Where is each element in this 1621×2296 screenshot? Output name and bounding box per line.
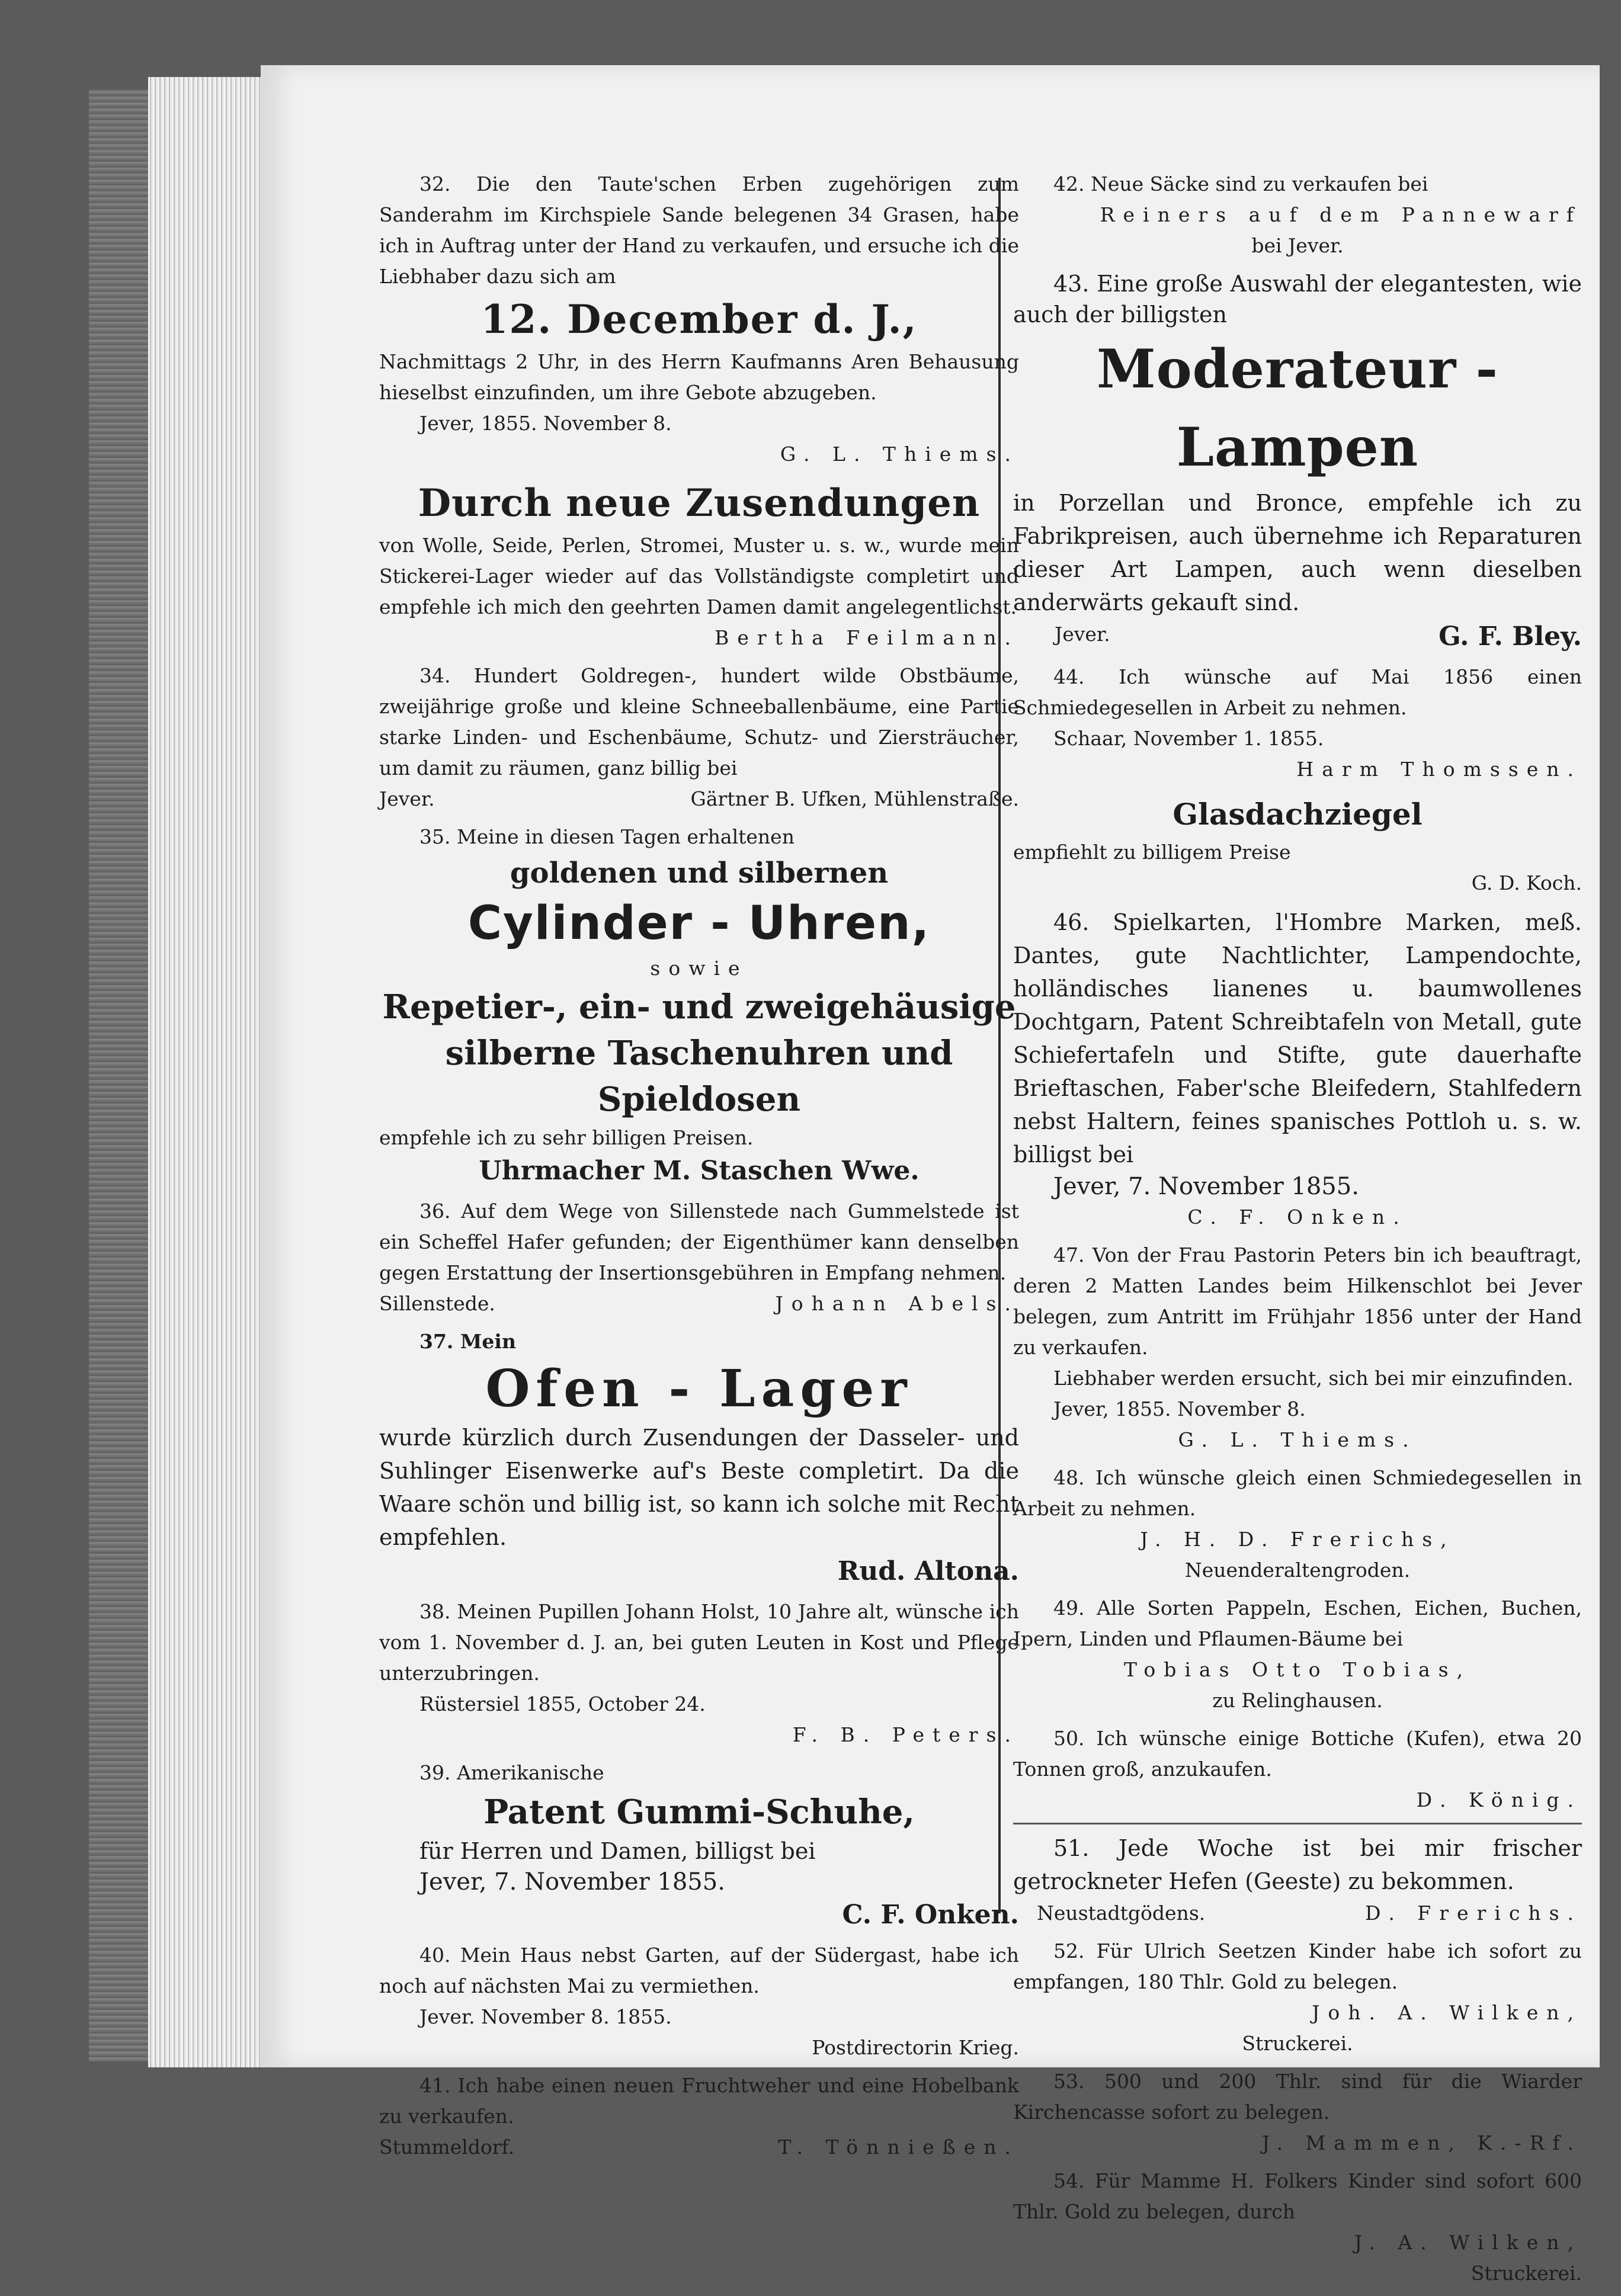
page-stack-edge <box>148 77 267 2067</box>
ad-39-dateline: Jever, 7. November 1855. <box>419 1868 725 1896</box>
ad-43-signature: G. F. Bley. <box>1439 621 1582 652</box>
ad-43-body: in Porzellan und Bronce, empfehle ich zu Fabrikpreisen, auch übernehme ich Reparaturen dieser Art Lampen, auch wenn dieselben anderwärts gekauft sind. <box>1013 490 1582 615</box>
ad-38-body: 38. Meinen Pupillen Johann Holst, 10 Jahre alt, wünsche ich vom 1. November d. J. an, bei guten Leuten in Kost und Pflege unterzubringen. <box>379 1600 1019 1685</box>
ad-41-body: 41. Ich habe einen neuen Fruchtweher und eine Hobelbank zu verkaufen. <box>379 2074 1019 2128</box>
ad-50-body: 50. Ich wünsche einige Bottiche (Kufen), etwa 20 Tonnen groß, anzukaufen. <box>1013 1727 1582 1781</box>
ad-39-intro: 39. Amerikanische <box>419 1761 604 1784</box>
ad-35-line4: silberne Taschenuhren und Spieldosen <box>445 1034 953 1119</box>
ad-54-place: Struckerei. <box>1471 2262 1582 2285</box>
ad-33-body: von Wolle, Seide, Perlen, Stromei, Muster u. s. w., wurde mein Stickerei-Lager wieder auf das Vollständigste completirt und empfehle ich mich den geehrten Damen damit angelegentlichst. <box>379 534 1019 618</box>
ad-32-body: 32. Die den Taute'schen Erben zugehörigen zum Sanderahm im Kirchspiele Sande belegenen 34 Grasen, habe ich in Auftrag unter der Hand zu verkaufen, und ersuche ich die Liebhaber dazu sich am <box>379 172 1019 288</box>
ad-39-headline: Patent Gummi-Schuhe, <box>483 1792 915 1832</box>
right-column <box>1013 169 1582 2296</box>
ad-34-body: 34. Hundert Goldregen-, hundert wilde Obstbäume, zweijährige große und kleine Schneeballenbäume, eine Partie starke Linden- und Eschenbäume, Schutz- und Ziersträucher, um damit zu räumen, ganz billig bei <box>379 664 1019 780</box>
ad-43-place: Jever. <box>1055 623 1110 646</box>
ad-49-place: zu Relinghausen. <box>1212 1689 1383 1712</box>
ad-37-headline: Ofen - Lager <box>485 1359 913 1419</box>
ad-37-signature: Rud. Altona. <box>837 1556 1019 1586</box>
ad-34 <box>379 660 1019 814</box>
ad-35-signature: Uhrmacher M. Staschen Wwe. <box>479 1156 920 1186</box>
ad-50 <box>1013 1723 1582 1816</box>
ad-49 <box>1013 1593 1582 1716</box>
ad-44-signature: Harm Thomssen. <box>1296 758 1582 781</box>
ad-54-signature: J. A. Wilken, <box>1354 2231 1582 2254</box>
ad-41-signature: T. Tönnießen. <box>778 2135 1019 2159</box>
ad-45-body: empfiehlt zu billigem Preise <box>1013 841 1291 864</box>
ad-49-body: 49. Alle Sorten Pappeln, Eschen, Eichen, Buchen, Ipern, Linden und Pflaumen-Bäume bei <box>1013 1596 1582 1650</box>
ad-46-signature: C. F. Onken. <box>1187 1205 1408 1229</box>
ad-33 <box>379 477 1019 653</box>
ad-39 <box>379 1758 1019 1933</box>
ad-40 <box>379 1940 1019 2063</box>
ad-39-body: für Herren und Damen, billigst bei <box>419 1838 816 1864</box>
ad-32-body2: Nachmittags 2 Uhr, in des Herrn Kaufmanns Aren Behausung hieselbst einzufinden, um ihre Gebote abzugeben. <box>379 350 1019 404</box>
ad-45-headline: Glasdachziegel <box>1172 797 1423 832</box>
ad-37 <box>379 1326 1019 1589</box>
ad-32-date-headline: 12. December d. J., <box>480 296 918 342</box>
ad-52-body: 52. Für Ulrich Seetzen Kinder habe ich sofort zu empfangen, 180 Thlr. Gold zu belegen. <box>1013 1939 1582 1993</box>
ad-47-dateline: Jever, 1855. November 8. <box>1053 1397 1306 1420</box>
ad-40-signature: Postdirectorin Krieg. <box>812 2036 1019 2059</box>
ad-35-line3: Repetier-, ein- und zweigehäusige <box>382 987 1016 1027</box>
ad-44-body: 44. Ich wünsche auf Mai 1856 einen Schmiedegesellen in Arbeit zu nehmen. <box>1013 665 1582 719</box>
ad-32 <box>379 169 1019 470</box>
ad-33-signature: Bertha Feilmann. <box>715 626 1019 649</box>
ad-38-dateline: Rüstersiel 1855, October 24. <box>419 1692 706 1715</box>
ad-43-headline: Moderateur - Lampen <box>1097 338 1498 479</box>
ad-32-dateline: Jever, 1855. November 8. <box>419 412 672 435</box>
ad-35-line1: goldenen und silbernen <box>510 857 889 890</box>
ad-40-dateline: Jever. November 8. 1855. <box>419 2005 672 2028</box>
ad-41-place: Stummeldorf. <box>379 2135 515 2159</box>
ad-48 <box>1013 1463 1582 1586</box>
ad-54-body: 54. Für Mamme H. Folkers Kinder sind sofort 600 Thlr. Gold zu belegen, durch <box>1013 2169 1582 2223</box>
ad-53-signature: J. Mammen, K.-Rf. <box>1261 2131 1582 2154</box>
ad-35-sowie: sowie <box>650 957 748 980</box>
ad-39-signature: C. F. Onken. <box>842 1900 1019 1930</box>
ad-46-body: 46. Spielkarten, l'Hombre Marken, meß. Dantes, gute Nachtlichter, Lampendochte, holländisches lianenes u. baumwollenes Dochtgarn, Patent Schreibtafeln von Metall, gute Schiefertafeln und Stifte, gute dauerhafte Brieftaschen, Faber'sche Bleifedern, Stahlfedern nebst Haltern, feines spanisches Pottloh u. s. w. billigst bei <box>1013 909 1582 1168</box>
ad-49-signature: Tobias Otto Tobias, <box>1123 1658 1472 1681</box>
ad-40-body: 40. Mein Haus nebst Garten, auf der Südergast, habe ich noch auf nächsten Mai zu vermiethen. <box>379 1944 1019 1997</box>
ad-47-signature: G. L. Thiems. <box>1178 1428 1417 1451</box>
ad-35-body: empfehle ich zu sehr billigen Preisen. <box>379 1126 754 1149</box>
ad-32-signature: G. L. Thiems. <box>780 442 1019 466</box>
ad-44-dateline: Schaar, November 1. 1855. <box>1053 727 1324 750</box>
ad-47-body: 47. Von der Frau Pastorin Peters bin ich beauftragt, deren 2 Matten Landes beim Hilkenschlot bei Jever belegen, zum Antritt im Frühjahr 1856 unter der Hand zu verkaufen. <box>1013 1243 1582 1359</box>
ad-36 <box>379 1196 1019 1319</box>
left-column <box>379 169 1019 2170</box>
ad-46 <box>1013 906 1582 1233</box>
ad-37-body: wurde kürzlich durch Zusendungen der Dasseler- und Suhlinger Eisenwerke auf's Beste completirt. Da die Waare schön und billig ist, so kann ich solche mit Recht empfehlen. <box>379 1425 1019 1550</box>
ad-42 <box>1013 169 1582 261</box>
ad-34-place: Jever. <box>379 787 435 810</box>
ad-35-line2: Cylinder - Uhren, <box>467 897 931 950</box>
ad-44 <box>1013 662 1582 785</box>
ad-33-headline: Durch neue Zusendungen <box>418 481 981 525</box>
ad-36-place: Sillenstede. <box>379 1292 495 1315</box>
ad-36-signature: Johann Abels. <box>775 1292 1019 1315</box>
ad-51 <box>1013 1832 1582 1929</box>
ad-38-signature: F. B. Peters. <box>792 1723 1019 1746</box>
ad-38 <box>379 1596 1019 1750</box>
ad-48-signature: J. H. D. Frerichs, <box>1140 1528 1455 1551</box>
ad-54 <box>1013 2166 1582 2289</box>
ad-53 <box>1013 2066 1582 2159</box>
ad-41 <box>379 2070 1019 2163</box>
ad-35-intro: 35. Meine in diesen Tagen erhaltenen <box>419 825 795 848</box>
ad-43-intro: 43. Eine große Auswahl der elegantesten, wie auch der billigsten <box>1013 271 1582 328</box>
ad-35 <box>379 822 1019 1189</box>
ad-34-signature: Gärtner B. Ufken, Mühlenstraße. <box>690 787 1019 810</box>
ad-52 <box>1013 1936 1582 2059</box>
ad-51-body: 51. Jede Woche ist bei mir frischer getrockneter Hefen (Geeste) zu bekommen. <box>1013 1835 1582 1894</box>
section-rule <box>1013 1823 1582 1824</box>
ad-52-signature: Joh. A. Wilken, <box>1312 2001 1582 2024</box>
ad-42-signature: Reiners auf dem Pannewarf <box>1100 203 1582 226</box>
ad-36-body: 36. Auf dem Wege von Sillenstede nach Gummelstede ist ein Scheffel Hafer gefunden; der Eigenthümer kann denselben gegen Erstattung der Insertionsgebühren in Empfang nehmen. <box>379 1200 1019 1284</box>
ad-53-body: 53. 500 und 200 Thlr. sind für die Wiarder Kirchencasse sofort zu belegen. <box>1013 2070 1582 2124</box>
ad-46-dateline: Jever, 7. November 1855. <box>1053 1173 1359 1200</box>
ad-52-place: Struckerei. <box>1242 2032 1353 2055</box>
ad-42-body: 42. Neue Säcke sind zu verkaufen bei <box>1053 172 1428 195</box>
ad-48-place: Neuenderaltengroden. <box>1184 1559 1411 1582</box>
ad-48-body: 48. Ich wünsche gleich einen Schmiedegesellen in Arbeit zu nehmen. <box>1013 1466 1582 1520</box>
ad-43 <box>1013 268 1582 655</box>
ad-51-signature: D. Frerichs. <box>1365 1901 1582 1925</box>
ad-45 <box>1013 792 1582 899</box>
ad-47-body2: Liebhaber werden ersucht, sich bei mir einzufinden. <box>1053 1367 1574 1390</box>
ad-50-signature: D. König. <box>1416 1788 1582 1811</box>
newspaper-page <box>261 65 1600 2285</box>
ad-45-signature: G. D. Koch. <box>1471 871 1582 894</box>
ad-37-intro: 37. Mein <box>419 1330 516 1353</box>
ad-42-place: bei Jever. <box>1251 234 1344 257</box>
ad-51-place: Neustadtgödens. <box>1037 1901 1206 1925</box>
ad-47 <box>1013 1240 1582 1455</box>
